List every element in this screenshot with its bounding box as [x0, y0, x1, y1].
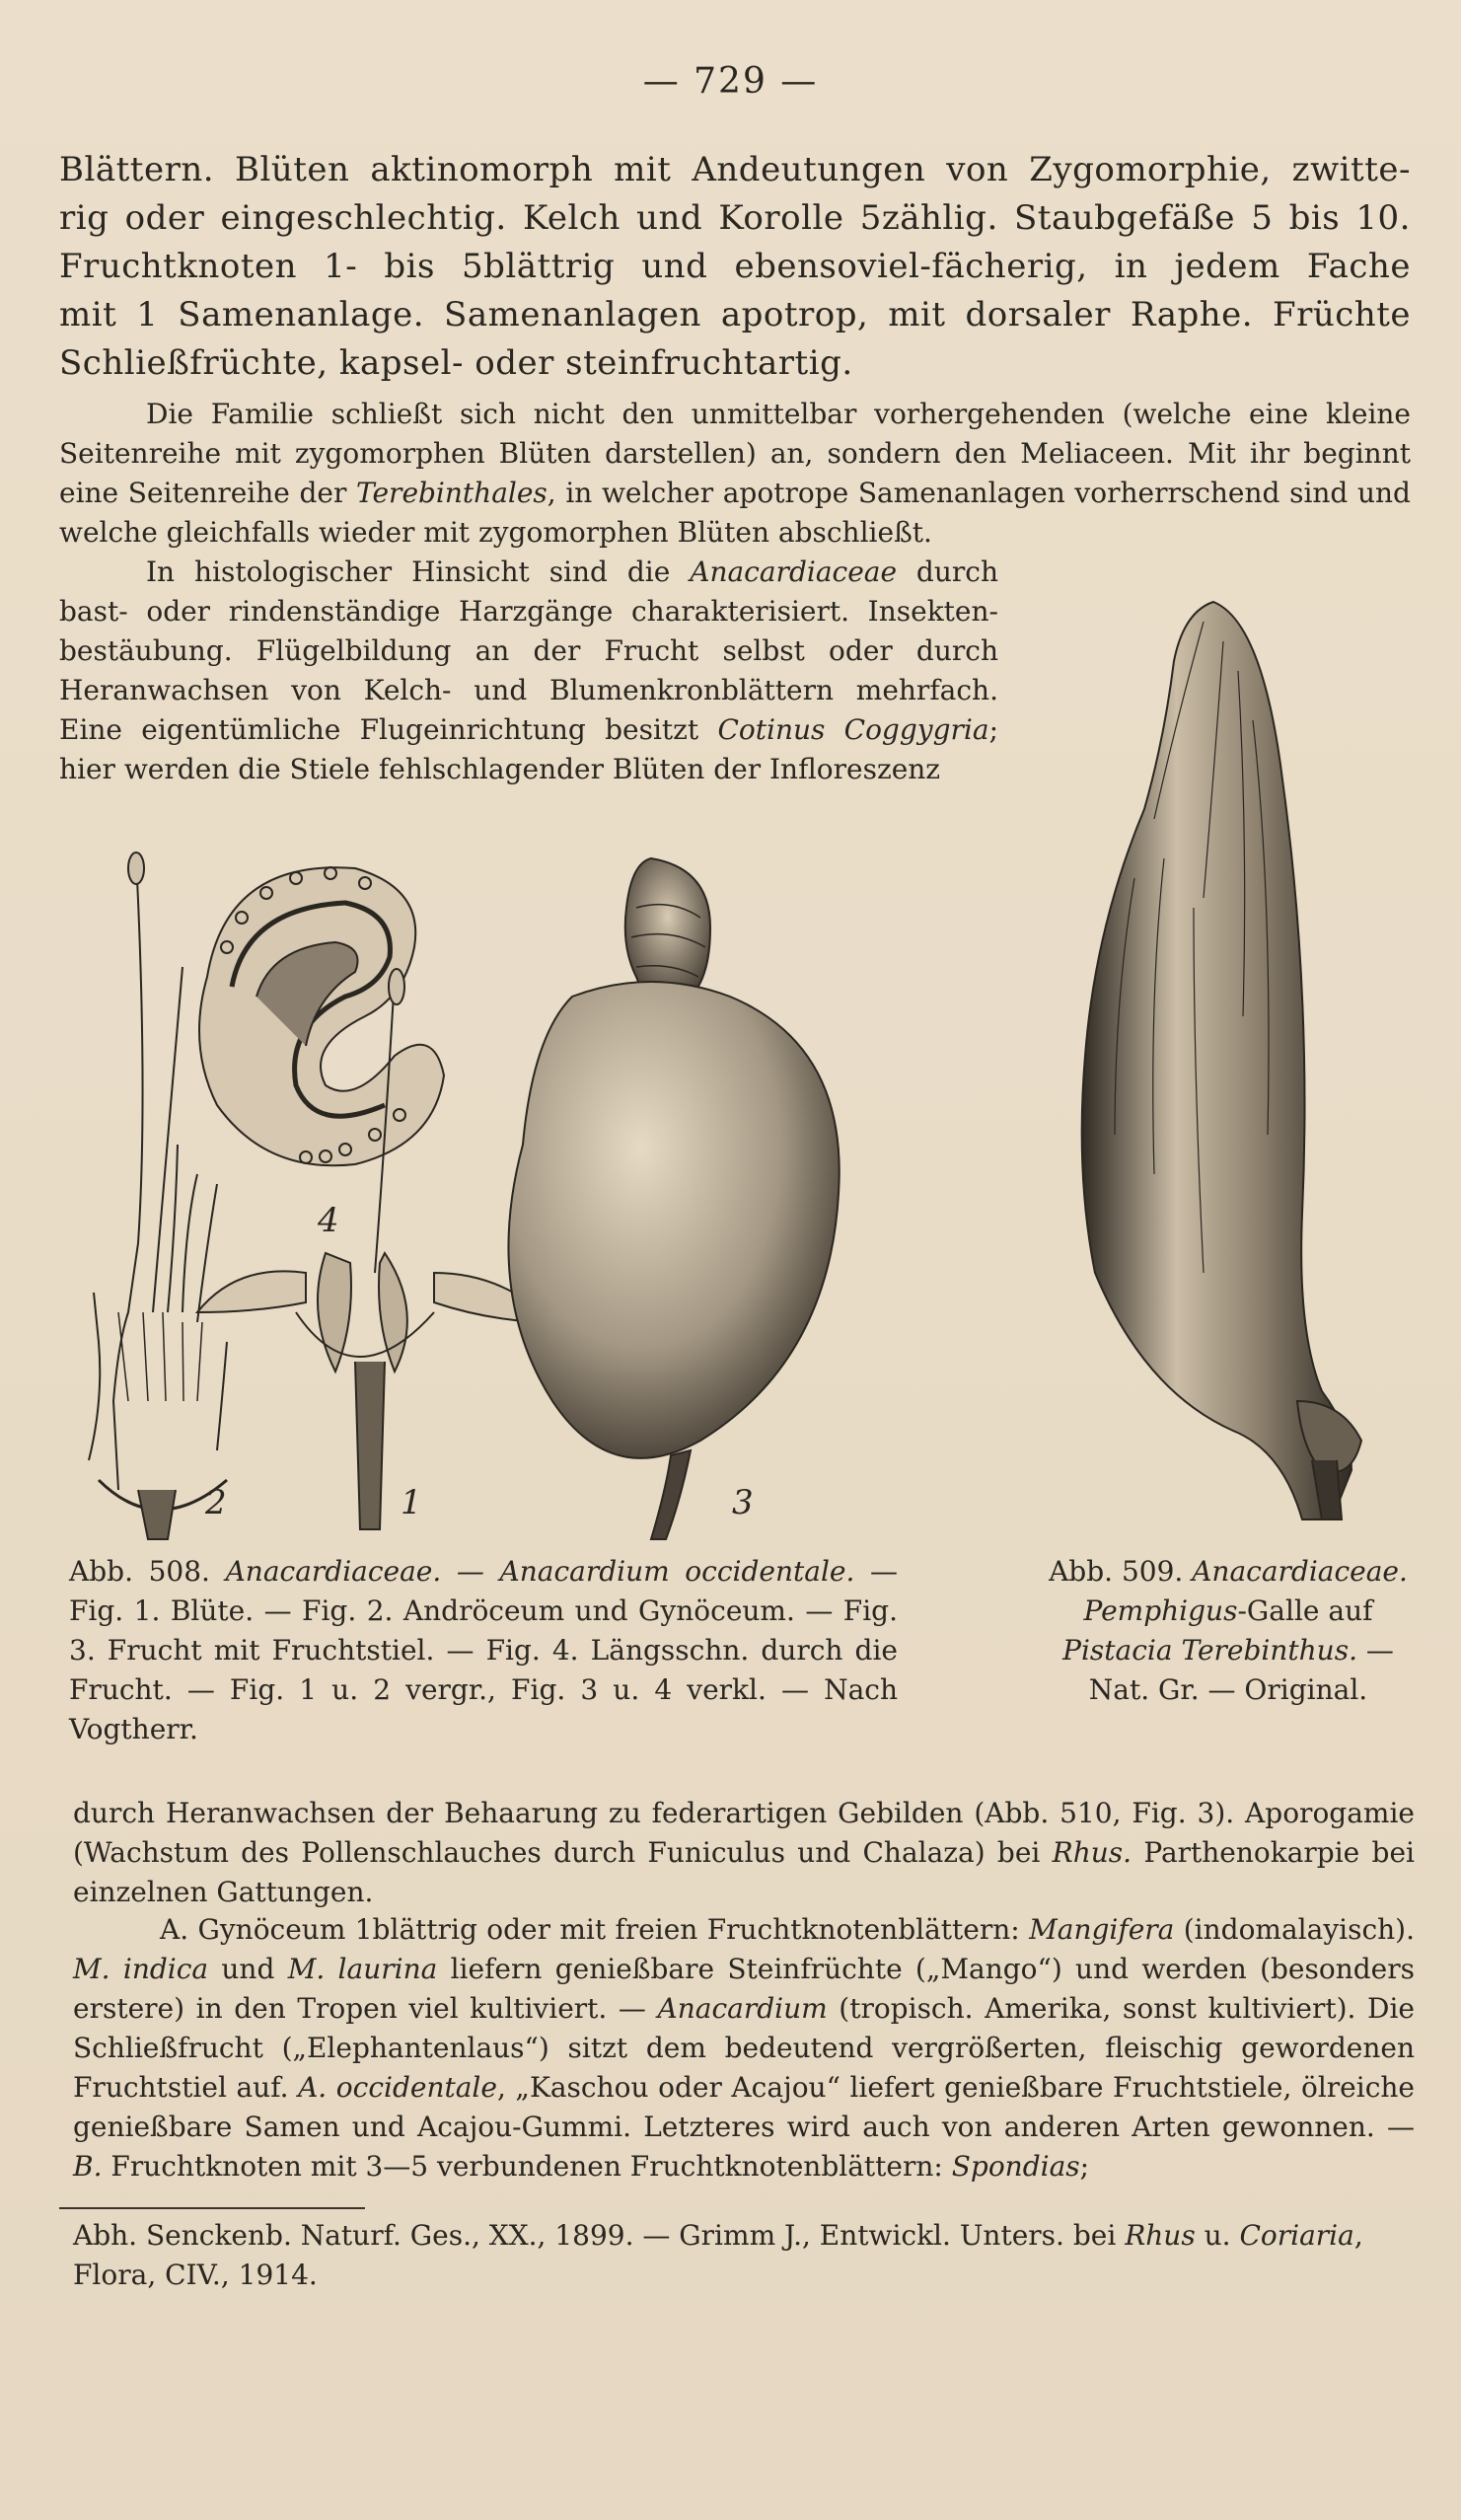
- text-run: (tropisch. Amerika, sonst kultiviert). Die Schließfrucht („Elephantenlaus“) sitzt dem bedeutend vergrößerten, fleischig gewordenen Fruchtstiel auf.: [73, 1992, 1415, 2104]
- text-run: Abh. Senckenb. Naturf. Ges., XX., 1899. — Grimm J., Entwickl. Unters. bei: [73, 2219, 1126, 2252]
- text-run: Die Familie schließt sich nicht den unmittelbar vorhergehenden (welche eine kleine Seitenreihe mit zygomorphen Blüten darstellen) an, sondern den Meliaceen. Mit ihr beginnt eine Seitenreihe der: [59, 398, 1411, 509]
- taxon-name: Coriaria: [1239, 2219, 1354, 2252]
- text-run: durch bast- oder rindenständige Harzgänge charakterisiert. Insektenbestäubung. Flügelbildung an der Frucht selbst oder durch Heranwachsen von Kelch- und Blumenkronblättern mehrfach. Eine eigentümliche Flugeinrichtung besitzt: [59, 556, 998, 746]
- section-letter: B.: [73, 2150, 103, 2183]
- intro-line: rig oder eingeschlechtig. Kelch und Korolle 5zählig. Staubgefäße 5 bis 10.: [59, 198, 1411, 238]
- taxon-name: Anacardiaceae: [690, 556, 898, 588]
- text-run: , in welcher apotrope Samenanlagen vorherrschend sind und welche gleichfalls wieder mit zygomorphen Blüten abschließt.: [59, 477, 1411, 549]
- taxon-name: Cotinus Coggygria: [717, 713, 989, 746]
- taxon-name: Spondias: [951, 2150, 1080, 2183]
- figure-508-illustration: [59, 849, 908, 1549]
- intro-paragraph: [59, 146, 1411, 388]
- gall-drawing: [1082, 602, 1361, 1519]
- taxon-name: M. indica: [73, 1953, 209, 1985]
- fig4-section: [199, 867, 444, 1165]
- taxon-name: A. occidentale: [298, 2071, 497, 2104]
- intro-line: Schließfrüchte, kapsel- oder steinfruchtartig.: [59, 343, 853, 383]
- text-run: ; hier werden die Stiele fehlschlagender Blüten der Infloreszenz: [59, 713, 998, 785]
- taxon-name: M. laurina: [287, 1953, 438, 1985]
- taxon-name: Terebinthales: [355, 477, 548, 509]
- text-run: ;: [1079, 2150, 1090, 2183]
- caption-label: Abb. 509.: [1049, 1555, 1193, 1588]
- text-run: In histologischer Hinsicht sind die: [146, 556, 691, 588]
- text-run: u.: [1195, 2219, 1240, 2252]
- caption-text: -Galle auf: [1237, 1594, 1373, 1627]
- fig509-caption: [1046, 1552, 1411, 1710]
- caption-taxon: Pistacia Terebinthus.: [1062, 1634, 1357, 1667]
- text-run: (indomalayisch).: [1174, 1913, 1415, 1946]
- fig2-androeceum: [89, 852, 227, 1539]
- figure-509-illustration: [1056, 582, 1391, 1529]
- fig3-fruit: [508, 858, 839, 1539]
- histology-paragraph: [59, 553, 998, 789]
- text-run: A. Gynöceum 1blättrig oder mit freien Fruchtknotenblättern:: [160, 1913, 1030, 1946]
- caption-label: Abb. 508.: [69, 1555, 226, 1588]
- taxon-name: Mangifera: [1029, 1913, 1175, 1946]
- taxon-name: Rhus: [1125, 2219, 1196, 2252]
- page-number: — 729 —: [642, 61, 819, 102]
- footnote: [73, 2216, 1415, 2295]
- intro-line: Fruchtknoten 1- bis 5blättrig und ebensoviel-fächerig, in jedem Fache: [59, 247, 1411, 286]
- taxon-name: Anacardium: [657, 1992, 828, 2025]
- text-run: , „Kaschou oder Acajou“ liefert genießbare Fruchtstiele, ölreiche genießbare Samen und Acajou-Gummi. Letzteres wird auch von anderen Arten gewonnen. —: [73, 2071, 1415, 2143]
- text-run: liefern genießbare Steinfrüchte („Mango“) und werden (besonders erstere) in den Tropen viel kultiviert. —: [73, 1953, 1416, 2025]
- apogamy-paragraph: [73, 1794, 1415, 1912]
- text-run: Fruchtknoten mit 3—5 verbundenen Fruchtknotenblättern:: [102, 2150, 952, 2183]
- fig-label-4: 4: [318, 1201, 339, 1240]
- text-run: Parthenokarpie bei einzelnen Gattungen.: [73, 1836, 1415, 1908]
- text-run: , Flora, CIV., 1914.: [73, 2219, 1363, 2291]
- caption-taxon: Anacardiaceae. — Anacardium occidentale.: [225, 1555, 855, 1588]
- text-run: und: [208, 1953, 288, 1985]
- genera-paragraph: [73, 1910, 1415, 2186]
- caption-taxon: Anacardiaceae.: [1192, 1555, 1408, 1588]
- taxon-name: Rhus.: [1052, 1836, 1132, 1869]
- fig-label-3: 3: [732, 1483, 754, 1522]
- caption-text: — Fig. 1. Blüte. — Fig. 2. Andröceum und Gynöceum. — Fig. 3. Frucht mit Fruchtstiel. — Fig. 4. Längsschn. durch die Frucht. — Fig. 1 u. 2 vergr., Fig. 3 u. 4 verkl. — Nach Vogtherr.: [69, 1555, 898, 1745]
- fig508-caption: [69, 1552, 898, 1749]
- intro-line: mit 1 Samenanlage. Samenanlagen apotrop, mit dorsaler Raphe. Früchte: [59, 295, 1411, 334]
- family-paragraph: [59, 395, 1411, 553]
- caption-text: — Nat. Gr. — Original.: [1088, 1634, 1394, 1706]
- fig-label-1: 1: [401, 1483, 422, 1522]
- text-run: durch Heranwachsen der Behaarung zu federartigen Gebilden (Abb. 510, Fig. 3). Aporogamie (Wachstum des Pollenschlauches durch Funiculus und Chalaza) bei: [73, 1797, 1415, 1869]
- fig-label-2: 2: [205, 1483, 227, 1522]
- intro-line: Blättern. Blüten aktinomorph mit Andeutungen von Zygomorphie, zwitte-: [59, 150, 1411, 189]
- footnote-divider: [59, 2207, 365, 2209]
- caption-taxon: Pemphigus: [1083, 1594, 1238, 1627]
